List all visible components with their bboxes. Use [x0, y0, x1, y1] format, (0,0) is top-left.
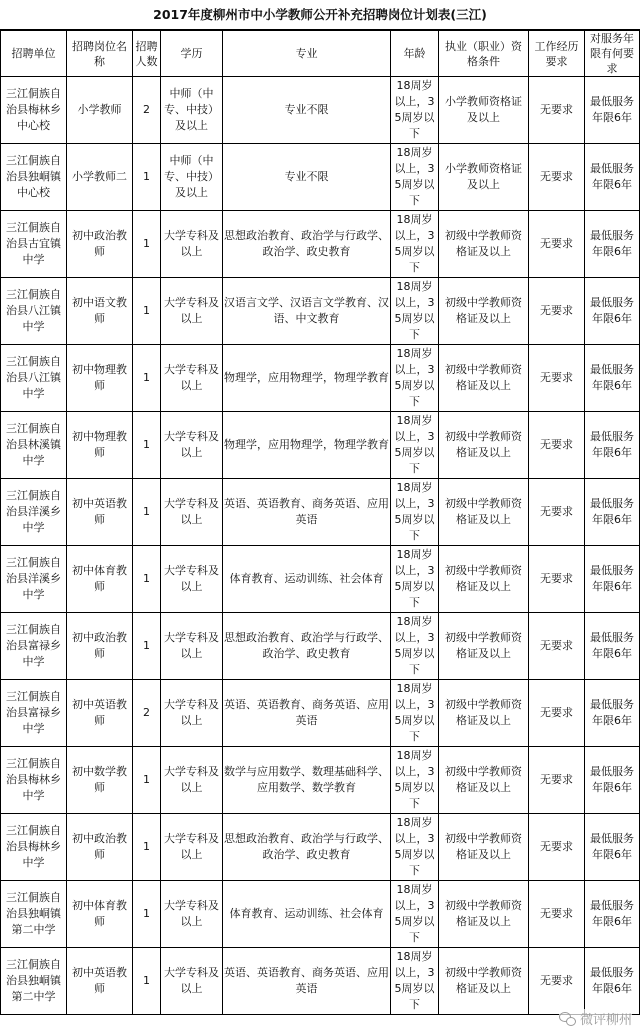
table-row	[1, 278, 640, 345]
cell-education: 大学专科及以上	[161, 479, 223, 546]
cell-count: 1	[133, 881, 161, 948]
cell-age: 18周岁以上，35周岁以下	[391, 77, 439, 144]
cell-unit: 三江侗族自治县梅林乡中学	[1, 747, 67, 814]
cell-cert: 初级中学教师资格证及以上	[439, 278, 529, 345]
cell-major: 物理学，应用物理学，物理学教育	[223, 412, 391, 479]
cell-position: 初中政治教师	[67, 814, 133, 881]
cell-count: 1	[133, 613, 161, 680]
cell-major: 体育教育、运动训练、社会体育	[223, 881, 391, 948]
cell-service: 最低服务年限6年	[585, 144, 640, 211]
cell-experience: 无要求	[529, 814, 585, 881]
cell-service: 最低服务年限6年	[585, 747, 640, 814]
cell-experience: 无要求	[529, 345, 585, 412]
cell-education: 大学专科及以上	[161, 948, 223, 1015]
cell-age: 18周岁以上，35周岁以下	[391, 881, 439, 948]
cell-experience: 无要求	[529, 412, 585, 479]
cell-education: 中师（中专、中技）及以上	[161, 144, 223, 211]
table-row	[1, 412, 640, 479]
cell-unit: 三江侗族自治县独峒镇第二中学	[1, 948, 67, 1015]
header-row	[1, 31, 640, 77]
cell-major: 体育教育、运动训练、社会体育	[223, 546, 391, 613]
table-title: 2017年度柳州市中小学教师公开补充招聘岗位计划表(三江)	[0, 0, 640, 30]
cell-service: 最低服务年限6年	[585, 479, 640, 546]
cell-age: 18周岁以上，35周岁以下	[391, 211, 439, 278]
cell-count: 1	[133, 948, 161, 1015]
header-service: 对服务年限有何要求	[585, 31, 640, 77]
table-row	[1, 211, 640, 278]
cell-cert: 初级中学教师资格证及以上	[439, 814, 529, 881]
header-unit: 招聘单位	[1, 31, 67, 77]
cell-unit: 三江侗族自治县富禄乡中学	[1, 680, 67, 747]
cell-service: 最低服务年限6年	[585, 613, 640, 680]
cell-position: 初中体育教师	[67, 881, 133, 948]
header-cert: 执业（职业）资格条件	[439, 31, 529, 77]
cell-service: 最低服务年限6年	[585, 881, 640, 948]
cell-count: 1	[133, 747, 161, 814]
cell-education: 大学专科及以上	[161, 881, 223, 948]
cell-cert: 初级中学教师资格证及以上	[439, 948, 529, 1015]
cell-position: 初中数学教师	[67, 747, 133, 814]
cell-cert: 初级中学教师资格证及以上	[439, 881, 529, 948]
cell-position: 初中英语教师	[67, 479, 133, 546]
cell-service: 最低服务年限6年	[585, 814, 640, 881]
cell-experience: 无要求	[529, 77, 585, 144]
cell-count: 2	[133, 680, 161, 747]
cell-major: 思想政治教育、政治学与行政学、政治学、政史教育	[223, 211, 391, 278]
cell-experience: 无要求	[529, 881, 585, 948]
cell-unit: 三江侗族自治县八江镇中学	[1, 278, 67, 345]
cell-position: 初中语文教师	[67, 278, 133, 345]
table-row	[1, 814, 640, 881]
cell-count: 1	[133, 278, 161, 345]
cell-education: 大学专科及以上	[161, 345, 223, 412]
cell-count: 1	[133, 479, 161, 546]
cell-unit: 三江侗族自治县富禄乡中学	[1, 613, 67, 680]
cell-experience: 无要求	[529, 546, 585, 613]
cell-major: 英语、英语教育、商务英语、应用英语	[223, 948, 391, 1015]
header-age: 年龄	[391, 31, 439, 77]
cell-major: 汉语言文学、汉语言文学教育、汉语、中文教育	[223, 278, 391, 345]
cell-experience: 无要求	[529, 680, 585, 747]
cell-cert: 初级中学教师资格证及以上	[439, 680, 529, 747]
watermark	[559, 1009, 632, 1028]
cell-count: 1	[133, 814, 161, 881]
cell-cert: 初级中学教师资格证及以上	[439, 345, 529, 412]
cell-service: 最低服务年限6年	[585, 680, 640, 747]
cell-unit: 三江侗族自治县梅林乡中心校	[1, 77, 67, 144]
cell-major: 专业不限	[223, 144, 391, 211]
table-row	[1, 546, 640, 613]
cell-age: 18周岁以上，35周岁以下	[391, 948, 439, 1015]
cell-experience: 无要求	[529, 479, 585, 546]
cell-unit: 三江侗族自治县林溪镇中学	[1, 412, 67, 479]
cell-experience: 无要求	[529, 948, 585, 1015]
cell-education: 大学专科及以上	[161, 814, 223, 881]
header-position: 招聘岗位名称	[67, 31, 133, 77]
cell-cert: 初级中学教师资格证及以上	[439, 613, 529, 680]
cell-experience: 无要求	[529, 278, 585, 345]
cell-age: 18周岁以上，35周岁以下	[391, 546, 439, 613]
cell-major: 物理学，应用物理学，物理学教育	[223, 345, 391, 412]
cell-service: 最低服务年限6年	[585, 412, 640, 479]
cell-service: 最低服务年限6年	[585, 345, 640, 412]
cell-unit: 三江侗族自治县独峒镇第二中学	[1, 881, 67, 948]
table-row	[1, 881, 640, 948]
cell-cert: 小学教师资格证及以上	[439, 77, 529, 144]
cell-cert: 初级中学教师资格证及以上	[439, 479, 529, 546]
cell-education: 中师（中专、中技）及以上	[161, 77, 223, 144]
cell-age: 18周岁以上，35周岁以下	[391, 345, 439, 412]
cell-major: 英语、英语教育、商务英语、应用英语	[223, 479, 391, 546]
table-row	[1, 479, 640, 546]
cell-major: 专业不限	[223, 77, 391, 144]
cell-major: 数学与应用数学、数理基础科学、应用数学、数学教育	[223, 747, 391, 814]
cell-position: 初中英语教师	[67, 948, 133, 1015]
cell-age: 18周岁以上，35周岁以下	[391, 680, 439, 747]
cell-unit: 三江侗族自治县洋溪乡中学	[1, 479, 67, 546]
cell-position: 初中政治教师	[67, 613, 133, 680]
cell-cert: 初级中学教师资格证及以上	[439, 546, 529, 613]
cell-age: 18周岁以上，35周岁以下	[391, 479, 439, 546]
cell-experience: 无要求	[529, 613, 585, 680]
cell-age: 18周岁以上，35周岁以下	[391, 613, 439, 680]
header-education: 学历	[161, 31, 223, 77]
cell-service: 最低服务年限6年	[585, 211, 640, 278]
cell-position: 初中体育教师	[67, 546, 133, 613]
cell-unit: 三江侗族自治县古宜镇中学	[1, 211, 67, 278]
watermark-text: 微评柳州	[579, 1013, 632, 1028]
wechat-icon	[559, 1012, 577, 1026]
cell-education: 大学专科及以上	[161, 278, 223, 345]
table-row	[1, 680, 640, 747]
cell-unit: 三江侗族自治县独峒镇中心校	[1, 144, 67, 211]
cell-position: 初中物理教师	[67, 412, 133, 479]
cell-cert: 初级中学教师资格证及以上	[439, 747, 529, 814]
cell-education: 大学专科及以上	[161, 747, 223, 814]
cell-service: 最低服务年限6年	[585, 77, 640, 144]
cell-experience: 无要求	[529, 211, 585, 278]
cell-service: 最低服务年限6年	[585, 546, 640, 613]
cell-position: 小学教师二	[67, 144, 133, 211]
cell-position: 小学教师	[67, 77, 133, 144]
table-row	[1, 948, 640, 1015]
table-row	[1, 345, 640, 412]
cell-experience: 无要求	[529, 747, 585, 814]
cell-age: 18周岁以上，35周岁以下	[391, 814, 439, 881]
cell-position: 初中物理教师	[67, 345, 133, 412]
cell-age: 18周岁以上，35周岁以下	[391, 412, 439, 479]
header-major: 专业	[223, 31, 391, 77]
cell-major: 思想政治教育、政治学与行政学、政治学、政史教育	[223, 814, 391, 881]
cell-cert: 初级中学教师资格证及以上	[439, 211, 529, 278]
cell-experience: 无要求	[529, 144, 585, 211]
cell-unit: 三江侗族自治县八江镇中学	[1, 345, 67, 412]
cell-age: 18周岁以上，35周岁以下	[391, 278, 439, 345]
cell-cert: 初级中学教师资格证及以上	[439, 412, 529, 479]
recruitment-table	[0, 30, 640, 1015]
cell-education: 大学专科及以上	[161, 211, 223, 278]
cell-service: 最低服务年限6年	[585, 948, 640, 1015]
table-row	[1, 144, 640, 211]
table-row	[1, 747, 640, 814]
cell-unit: 三江侗族自治县梅林乡中学	[1, 814, 67, 881]
cell-service: 最低服务年限6年	[585, 278, 640, 345]
header-count: 招聘人数	[133, 31, 161, 77]
table-row	[1, 613, 640, 680]
cell-count: 1	[133, 144, 161, 211]
cell-age: 18周岁以上，35周岁以下	[391, 747, 439, 814]
cell-count: 1	[133, 211, 161, 278]
cell-cert: 小学教师资格证及以上	[439, 144, 529, 211]
cell-position: 初中英语教师	[67, 680, 133, 747]
cell-age: 18周岁以上，35周岁以下	[391, 144, 439, 211]
cell-count: 1	[133, 345, 161, 412]
cell-education: 大学专科及以上	[161, 412, 223, 479]
cell-position: 初中政治教师	[67, 211, 133, 278]
cell-major: 英语、英语教育、商务英语、应用英语	[223, 680, 391, 747]
cell-unit: 三江侗族自治县洋溪乡中学	[1, 546, 67, 613]
cell-count: 1	[133, 546, 161, 613]
cell-education: 大学专科及以上	[161, 613, 223, 680]
table-row	[1, 77, 640, 144]
cell-education: 大学专科及以上	[161, 680, 223, 747]
cell-count: 2	[133, 77, 161, 144]
header-experience: 工作经历要求	[529, 31, 585, 77]
cell-count: 1	[133, 412, 161, 479]
cell-education: 大学专科及以上	[161, 546, 223, 613]
cell-major: 思想政治教育、政治学与行政学、政治学、政史教育	[223, 613, 391, 680]
